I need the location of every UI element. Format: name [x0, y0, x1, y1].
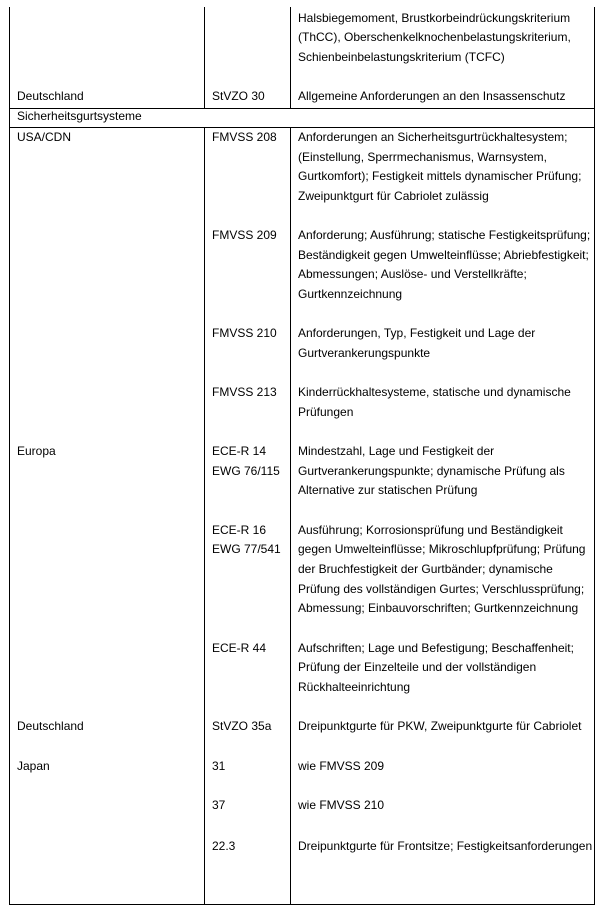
description-text: Allgemeine Anforderungen an den Insassenschutz — [298, 89, 566, 103]
norm-label: FMVSS 209 — [212, 228, 277, 242]
norm-label: ECE-R 16 — [212, 523, 267, 537]
description-text: Gurtverankerungspunkte; dynamische Prüfung als — [298, 464, 565, 478]
description-text: Mindestzahl, Lage und Festigkeit der — [298, 444, 495, 458]
norm-label: EWG 76/115 — [212, 464, 280, 478]
description-text: Abmessungen; Auslöse- und Verstellkräfte; — [298, 267, 527, 281]
description-text: Anforderungen an Sicherheitsgurtrückhaltesystem; — [298, 130, 568, 144]
column-divider-1 — [204, 7, 205, 108]
description-text: Gurtverankerungspunkte — [298, 346, 431, 360]
norm-label: FMVSS 213 — [212, 385, 277, 399]
description-text: Gurtkomfort); Festigkeit mittels dynamischer Prüfung; — [298, 169, 582, 183]
description-text: wie FMVSS 209 — [298, 759, 385, 773]
description-text: Beständigkeit gegen Umwelteinflüsse; Abriebfestigkeit; — [298, 248, 589, 262]
column-divider-2 — [290, 7, 291, 108]
norm-label: FMVSS 208 — [212, 130, 277, 144]
description-text: Gurtkennzeichnung — [298, 287, 403, 301]
description-text: (Einstellung, Sperrmechanismus, Warnsystem, — [298, 150, 547, 164]
region-label: Europa — [17, 444, 56, 458]
description-text: Abmessung; Einbauvorschriften; Gurtkennzeichnung — [298, 601, 579, 615]
table-border-left — [9, 7, 10, 905]
description-text: Prüfung der Einzelteile und der vollständigen — [298, 660, 537, 674]
description-text: Anforderung; Ausführung; statische Festigkeitsprüfung; — [298, 228, 591, 242]
table-border-right — [594, 7, 595, 905]
norm-label: 22.3 — [212, 839, 236, 853]
region-label: Japan — [17, 759, 50, 773]
table-border-bottom — [9, 904, 595, 905]
norm-label: ECE-R 14 — [212, 444, 267, 458]
section-title: Sicherheitsgurtsysteme — [17, 109, 142, 123]
norm-label: StVZO 30 — [212, 89, 265, 103]
description-text: Ausführung; Korrosionsprüfung und Beständigkeit — [298, 523, 563, 537]
norm-label: ECE-R 44 — [212, 641, 267, 655]
norm-label: 31 — [212, 759, 226, 773]
norm-label: EWG 77/541 — [212, 542, 281, 556]
norm-label: FMVSS 210 — [212, 326, 277, 340]
description-text: Dreipunktgurte für Frontsitze; Festigkeitsanforderungen — [298, 839, 593, 853]
region-label: Deutschland — [17, 719, 84, 733]
column-divider-1-lower — [204, 127, 205, 905]
description-text: Kinderrückhaltesysteme, statische und dynamische — [298, 385, 571, 399]
region-label: Deutschland — [17, 89, 84, 103]
description-text: Schienbeinbelastungskriterium (TCFC) — [298, 50, 505, 64]
description-text: Zweipunktgurt für Cabriolet zulässig — [298, 189, 489, 203]
description-text: Prüfung des vollständigen Gurtes; Verschlussprüfung; — [298, 582, 585, 596]
region-label: USA/CDN — [17, 130, 72, 144]
description-text: wie FMVSS 210 — [298, 798, 385, 812]
description-text: Aufschriften; Lage und Befestigung; Beschaffenheit; — [298, 641, 574, 655]
description-text: Anforderungen, Typ, Festigkeit und Lage der — [298, 326, 536, 340]
description-text: Rückhalteeinrichtung — [298, 680, 411, 694]
description-text: Prüfungen — [298, 405, 354, 419]
standards-table — [9, 7, 595, 905]
norm-label: StVZO 35a — [212, 719, 272, 733]
description-text: (ThCC), Oberschenkelknochenbelastungskriterium, — [298, 30, 571, 44]
description-text: Alternative zur statischen Prüfung — [298, 483, 478, 497]
description-text: Halsbiegemoment, Brustkorbeindrückungskriterium — [298, 11, 571, 25]
column-divider-2-lower — [290, 127, 291, 905]
description-text: gegen Umwelteinflüsse; Mikroschlupfprüfung; Prüfung — [298, 542, 586, 556]
description-text: Dreipunktgurte für PKW, Zweipunktgurte für Cabriolet — [298, 719, 582, 733]
norm-label: 37 — [212, 798, 226, 812]
description-text: der Bruchfestigkeit der Gurtbänder; dynamische — [298, 562, 553, 576]
